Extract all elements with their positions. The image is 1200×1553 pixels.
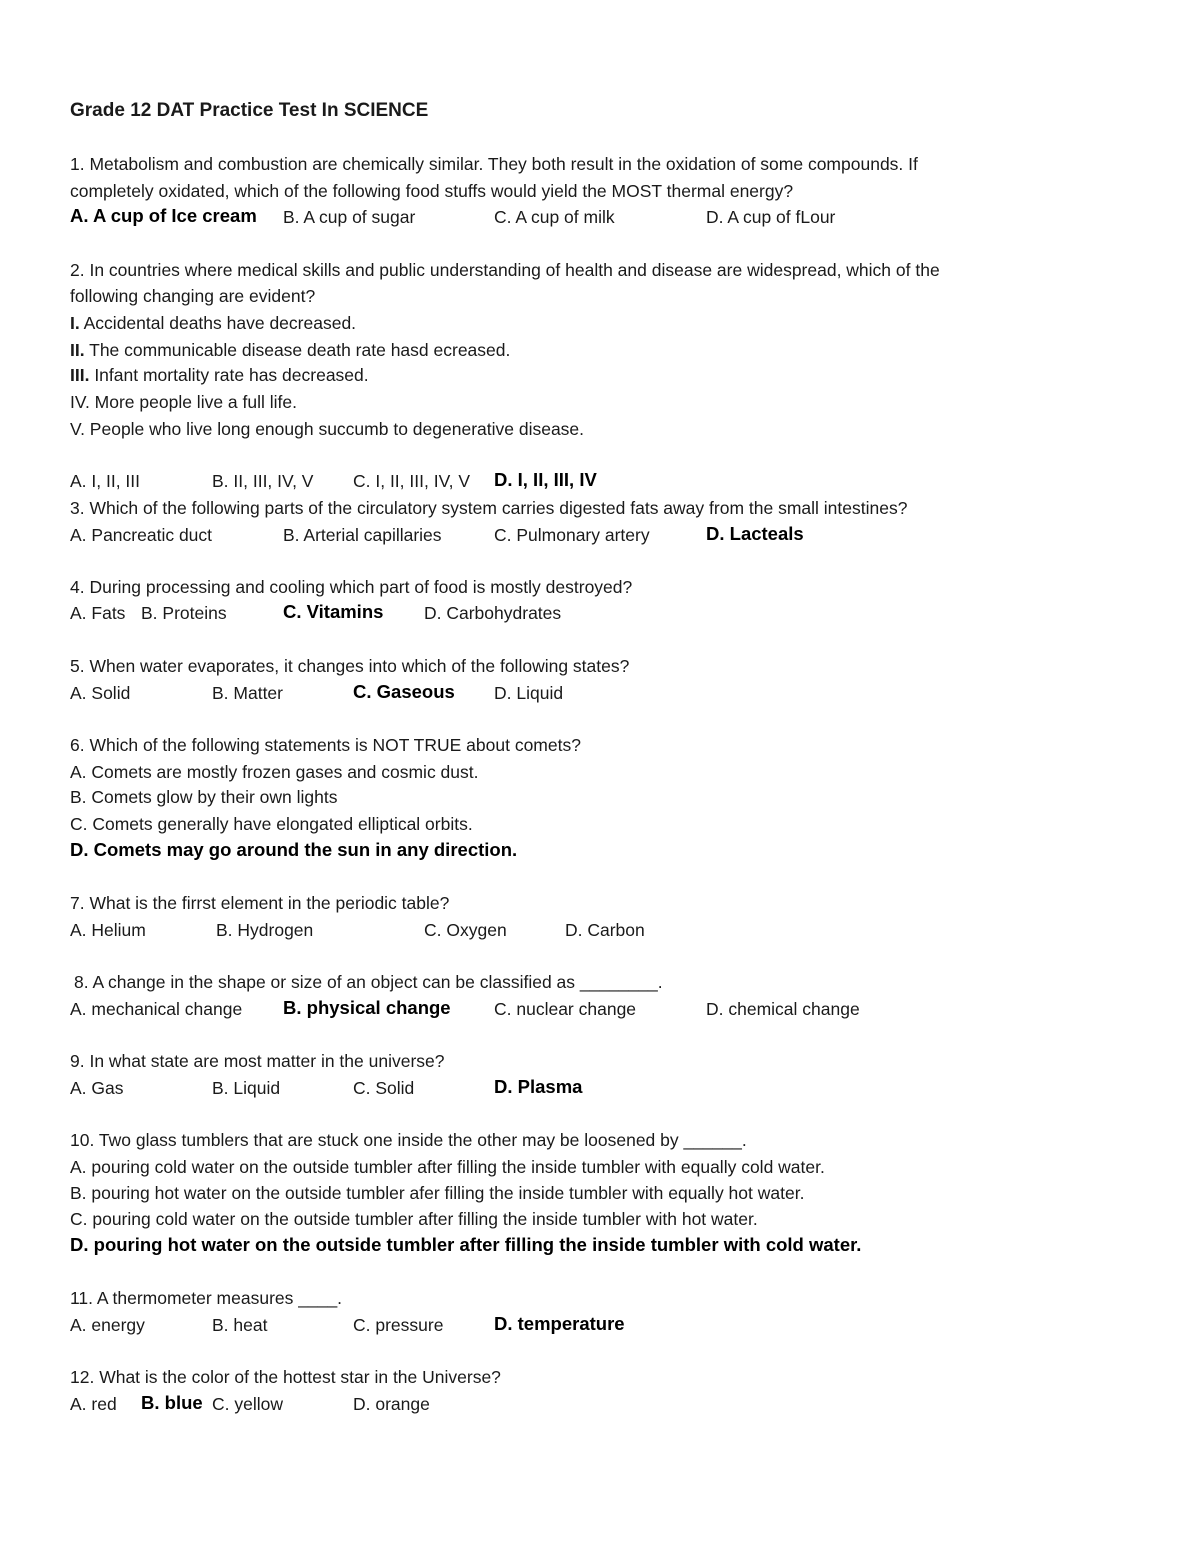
question-5-option-c: C. Gaseous [353, 681, 455, 702]
question-1-option-b: B. A cup of sugar [283, 207, 416, 227]
question-2-item [70, 390, 297, 414]
question-10-option-d: D. pouring hot water on the outside tumbler after filling the inside tumbler with cold water. [70, 1234, 862, 1255]
question-4-option-a: A. Fats [70, 603, 126, 623]
question-1-option-d: D. A cup of fLour [706, 207, 836, 227]
question-3-text: 3. Which of the following parts of the circulatory system carries digested fats away from the small intestines? [70, 498, 908, 518]
question-1-option-c: C. A cup of milk [494, 207, 615, 227]
question-10-text: 10. Two glass tumblers that are stuck one inside the other may be loosened by ______. [70, 1130, 747, 1150]
question-4-option-c: C. Vitamins [283, 601, 384, 622]
question-2-item [70, 311, 356, 335]
item-number: II. [70, 340, 85, 360]
question-1-option-a: A. A cup of Ice cream [70, 205, 257, 226]
question-2-option-b: B. II, III, IV, V [212, 471, 314, 491]
question-6-option-d: D. Comets may go around the sun in any direction. [70, 839, 518, 860]
question-7-option-d: D. Carbon [565, 920, 645, 940]
question-11-option-d: D. temperature [494, 1313, 625, 1334]
question-1-text: completely oxidated, which of the following food stuffs would yield the MOST thermal energy? [70, 181, 794, 201]
question-12-option-d: D. orange [353, 1394, 430, 1414]
question-5-option-d: D. Liquid [494, 683, 564, 703]
question-6-option-b: B. Comets glow by their own lights [70, 787, 338, 807]
question-11-text: 11. A thermometer measures ____. [70, 1288, 343, 1308]
question-3-option-b: B. Arterial capillaries [283, 525, 442, 545]
question-3-option-d: D. Lacteals [706, 523, 804, 544]
item-number: III. [70, 365, 90, 385]
question-9-option-c: C. Solid [353, 1078, 415, 1098]
question-6-text: 6. Which of the following statements is NOT TRUE about comets? [70, 735, 581, 755]
question-2-option-c: C. I, II, III, IV, V [353, 471, 471, 491]
item-text: . People who live long enough succumb to degenerative disease. [80, 419, 585, 439]
question-4-option-b: B. Proteins [141, 603, 227, 623]
question-7-option-c: C. Oxygen [424, 920, 507, 940]
question-12-option-a: A. red [70, 1394, 117, 1414]
question-8-option-b: B. physical change [283, 997, 451, 1018]
question-5-option-a: A. Solid [70, 683, 131, 703]
question-12-option-b: B. blue [141, 1392, 203, 1413]
question-10-option-a: A. pouring cold water on the outside tumbler after filling the inside tumbler with equally cold water. [70, 1157, 825, 1177]
question-2-text: following changing are evident? [70, 286, 316, 306]
question-3-option-c: C. Pulmonary artery [494, 525, 650, 545]
item-text: The communicable disease death rate hasd ecreased. [84, 340, 511, 360]
question-7-text: 7. What is the firrst element in the periodic table? [70, 893, 450, 913]
question-12-text: 12. What is the color of the hottest star in the Universe? [70, 1367, 501, 1387]
page-title: Grade 12 DAT Practice Test In SCIENCE [70, 100, 429, 121]
question-2-text: 2. In countries where medical skills and public understanding of health and disease are widespread, which of the [70, 260, 940, 280]
question-9-option-b: B. Liquid [212, 1078, 281, 1098]
question-3-option-a: A. Pancreatic duct [70, 525, 213, 545]
item-number: V [70, 419, 81, 439]
question-11-option-c: C. pressure [353, 1315, 444, 1335]
item-number: I. [70, 313, 80, 333]
question-8-option-d: D. chemical change [706, 999, 860, 1019]
question-10-option-c: C. pouring cold water on the outside tumbler after filling the inside tumbler with hot water. [70, 1209, 758, 1229]
question-8-text: 8. A change in the shape or size of an object can be classified as ________. [74, 972, 663, 992]
question-8-option-c: C. nuclear change [494, 999, 637, 1019]
question-2-item [70, 338, 510, 362]
question-2-option-d: D. I, II, III, IV [494, 469, 597, 490]
question-11-option-a: A. energy [70, 1315, 145, 1335]
question-9-text: 9. In what state are most matter in the universe? [70, 1051, 445, 1071]
question-2-item [70, 363, 369, 387]
item-text: . More people live a full life. [84, 392, 297, 412]
question-11-option-b: B. heat [212, 1315, 268, 1335]
question-7-option-a: A. Helium [70, 920, 146, 940]
question-1-text: 1. Metabolism and combustion are chemically similar. They both result in the oxidation of some compounds. If [70, 154, 918, 174]
question-5-option-b: B. Matter [212, 683, 283, 703]
question-12-option-c: C. yellow [212, 1394, 283, 1414]
question-2-item [70, 417, 584, 441]
question-2-option-a: A. I, II, III [70, 471, 141, 491]
question-9-option-d: D. Plasma [494, 1076, 583, 1097]
question-4-option-d: D. Carbohydrates [424, 603, 562, 623]
question-5-text: 5. When water evaporates, it changes into which of the following states? [70, 656, 630, 676]
question-8-option-a: A. mechanical change [70, 999, 243, 1019]
item-text: Infant mortality rate has decreased. [89, 365, 369, 385]
item-text: Accidental deaths have decreased. [79, 313, 357, 333]
question-6-option-c: C. Comets generally have elongated elliptical orbits. [70, 814, 473, 834]
question-9-option-a: A. Gas [70, 1078, 124, 1098]
question-7-option-b: B. Hydrogen [216, 920, 314, 940]
question-10-option-b: B. pouring hot water on the outside tumbler afer filling the inside tumbler with equally hot water. [70, 1183, 805, 1203]
item-number: IV [70, 392, 85, 412]
question-6-option-a: A. Comets are mostly frozen gases and cosmic dust. [70, 762, 479, 782]
question-4-text: 4. During processing and cooling which part of food is mostly destroyed? [70, 577, 633, 597]
